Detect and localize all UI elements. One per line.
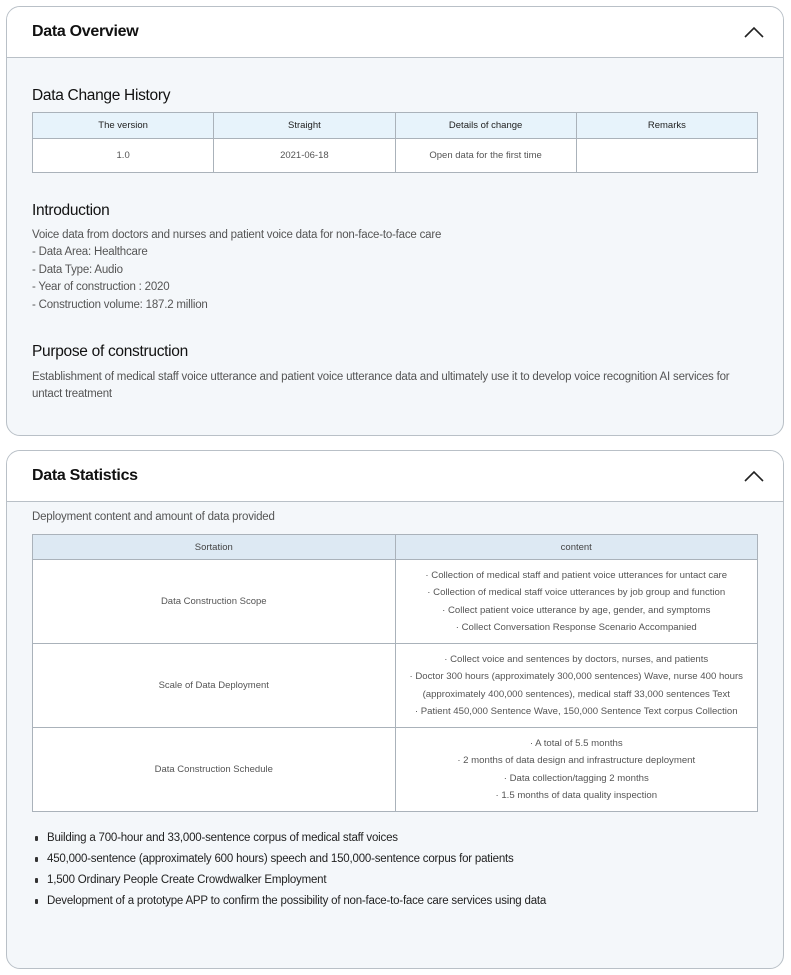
cell-sortation: Data Construction Scope	[33, 560, 396, 644]
content-line: · Collection of medical staff voice utterances by job group and function	[427, 587, 726, 599]
content-line: · Data collection/tagging 2 months	[503, 772, 649, 784]
intro-line: - Year of construction : 2020	[32, 281, 170, 294]
bullet-icon	[35, 857, 38, 862]
table-header-row	[33, 113, 758, 139]
content-line: · 2 months of data design and infrastructure deployment	[457, 755, 696, 767]
list-item-text: Development of a prototype APP to confirm the possibility of non-face-to-face care services using data	[47, 895, 547, 908]
statistics-caption: Deployment content and amount of data provided	[32, 511, 275, 523]
data-statistics-header[interactable]	[7, 451, 783, 502]
intro-line: - Data Area: Healthcare	[32, 246, 148, 259]
column-header-sortation: Sortation	[33, 535, 396, 560]
table-row	[33, 728, 758, 812]
purpose-text: Establishment of medical staff voice utterance and patient voice utterance data and ultimately use it to develop voice recognition AI services for untact treatment	[32, 371, 730, 401]
cell-content	[395, 560, 758, 644]
table-row	[33, 560, 758, 644]
intro-line: - Data Type: Audio	[32, 263, 123, 276]
list-item-text: 1,500 Ordinary People Create Crowdwalker Employment	[47, 874, 327, 887]
content-line: · Collect patient voice utterance by age, gender, and symptoms	[442, 604, 711, 616]
list-item-text: 450,000-sentence (approximately 600 hours) speech and 150,000-sentence corpus for patients	[47, 853, 514, 866]
table-row	[33, 139, 758, 173]
list-item	[35, 891, 757, 912]
table-header-row	[33, 535, 758, 560]
bullet-icon	[35, 836, 38, 841]
cell-content	[395, 644, 758, 728]
intro-line: - Construction volume: 187.2 million	[32, 298, 208, 311]
purpose-title: Purpose of construction	[32, 343, 188, 361]
chevron-up-icon[interactable]	[743, 25, 765, 39]
introduction-text	[32, 227, 757, 314]
cell-sortation: Scale of Data Deployment	[33, 644, 396, 728]
content-line: · Collect voice and sentences by doctors, nurses, and patients	[444, 653, 709, 665]
column-header-version: The version	[33, 113, 214, 139]
table-row	[33, 644, 758, 728]
panel-title: Data Overview	[32, 23, 139, 40]
list-item	[35, 828, 757, 849]
data-statistics-panel	[6, 450, 784, 969]
list-item	[35, 849, 757, 870]
column-header-date: Straight	[214, 113, 395, 139]
change-history-table	[32, 112, 758, 173]
content-line: · Doctor 300 hours (approximately 300,000 sentences) Wave, nurse 400 hours	[409, 671, 743, 683]
statistics-bullet-list	[32, 828, 757, 912]
intro-line: Voice data from doctors and nurses and patient voice data for non-face-to-face care	[32, 229, 442, 241]
list-item-text: Building a 700-hour and 33,000-sentence corpus of medical staff voices	[47, 832, 398, 845]
content-line: · Patient 450,000 Sentence Wave, 150,000 Sentence Text corpus Collection	[414, 706, 738, 718]
introduction-title: Introduction	[32, 202, 110, 219]
data-overview-panel	[6, 6, 784, 436]
cell-date: 2021-06-18	[214, 139, 395, 173]
cell-version: 1.0	[33, 139, 214, 173]
content-line: · Collect Conversation Response Scenario Accompanied	[455, 622, 697, 634]
cell-sortation: Data Construction Schedule	[33, 728, 396, 812]
data-overview-header[interactable]	[7, 7, 783, 58]
cell-remarks	[576, 139, 757, 173]
cell-content	[395, 728, 758, 812]
content-line: · A total of 5.5 months	[529, 737, 623, 749]
statistics-table	[32, 534, 758, 812]
panel-title: Data Statistics	[32, 467, 138, 484]
list-item	[35, 870, 757, 891]
content-line: · 1.5 months of data quality inspection	[495, 790, 658, 802]
column-header-remarks: Remarks	[576, 113, 757, 139]
bullet-icon	[35, 899, 38, 904]
cell-details: Open data for the first time	[395, 139, 576, 173]
bullet-icon	[35, 878, 38, 883]
column-header-details: Details of change	[395, 113, 576, 139]
content-line: (approximately 400,000 sentences), medical staff 33,000 sentences Text	[422, 688, 730, 700]
change-history-title: Data Change History	[32, 87, 171, 104]
chevron-up-icon[interactable]	[743, 469, 765, 483]
column-header-content: content	[395, 535, 758, 560]
content-line: · Collection of medical staff and patient voice utterances for untact care	[425, 569, 728, 581]
